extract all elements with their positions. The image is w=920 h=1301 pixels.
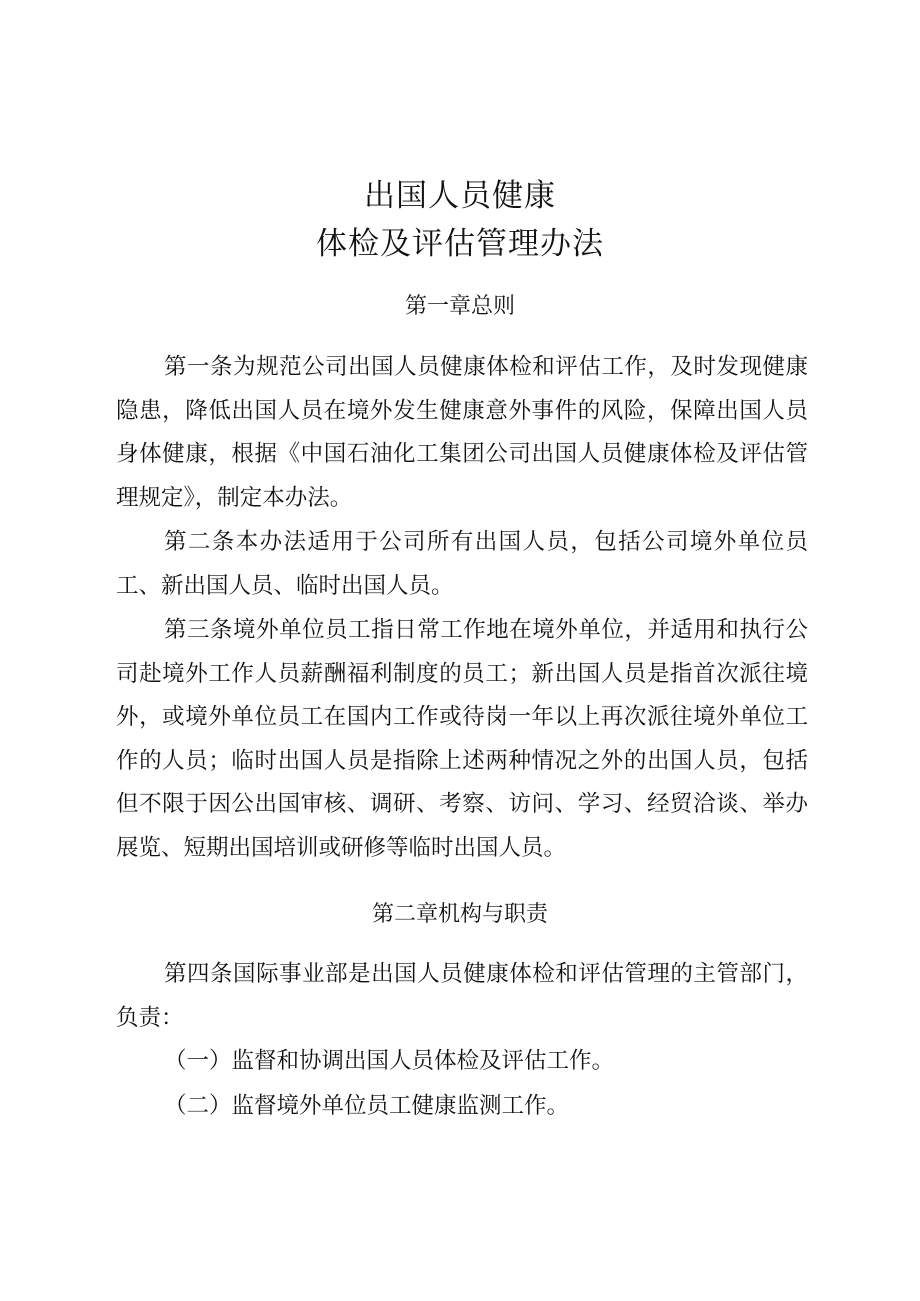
document-title-line-2: 体检及评估管理办法 xyxy=(316,226,604,262)
article-paragraph: 第四条国际事业部是出国人员健康体检和评估管理的主管部门，负责： xyxy=(116,961,808,1031)
article-paragraph: 第一条为规范公司出国人员健康体检和评估工作，及时发现健康隐患，降低出国人员在境外发生健康意外事件的风险，保障出国人员身体健康，根据《中国石油化工集团公司出国人员健康体检及评估管理规定》，制定本办法。 xyxy=(116,354,808,511)
article-paragraph: 第二条本办法适用于公司所有出国人员，包括公司境外单位员工、新出国人员、临时出国人员。 xyxy=(116,529,808,599)
article-paragraph: 第三条境外单位员工指日常工作地在境外单位，并适用和执行公司赴境外工作人员薪酬福利制度的员工；新出国人员是指首次派往境外，或境外单位员工在国内工作或待岗一年以上再次派往境外单位工作的人员；临时出国人员是指除上述两种情况之外的出国人员，包括但不限于因公出国审核、调研、考察、访问、学习、经贸洽谈、举办展览、短期出国培训或研修等临时出国人员。 xyxy=(116,617,808,861)
document-title-line-1: 出国人员健康 xyxy=(364,178,556,214)
list-item: （一）监督和协调出国人员体检及评估工作。 xyxy=(164,1048,615,1074)
chapter-heading: 第二章机构与职责 xyxy=(371,902,548,927)
chapter-heading: 第一章总则 xyxy=(404,294,515,319)
list-item: （二）监督境外单位员工健康监测工作。 xyxy=(164,1093,570,1119)
